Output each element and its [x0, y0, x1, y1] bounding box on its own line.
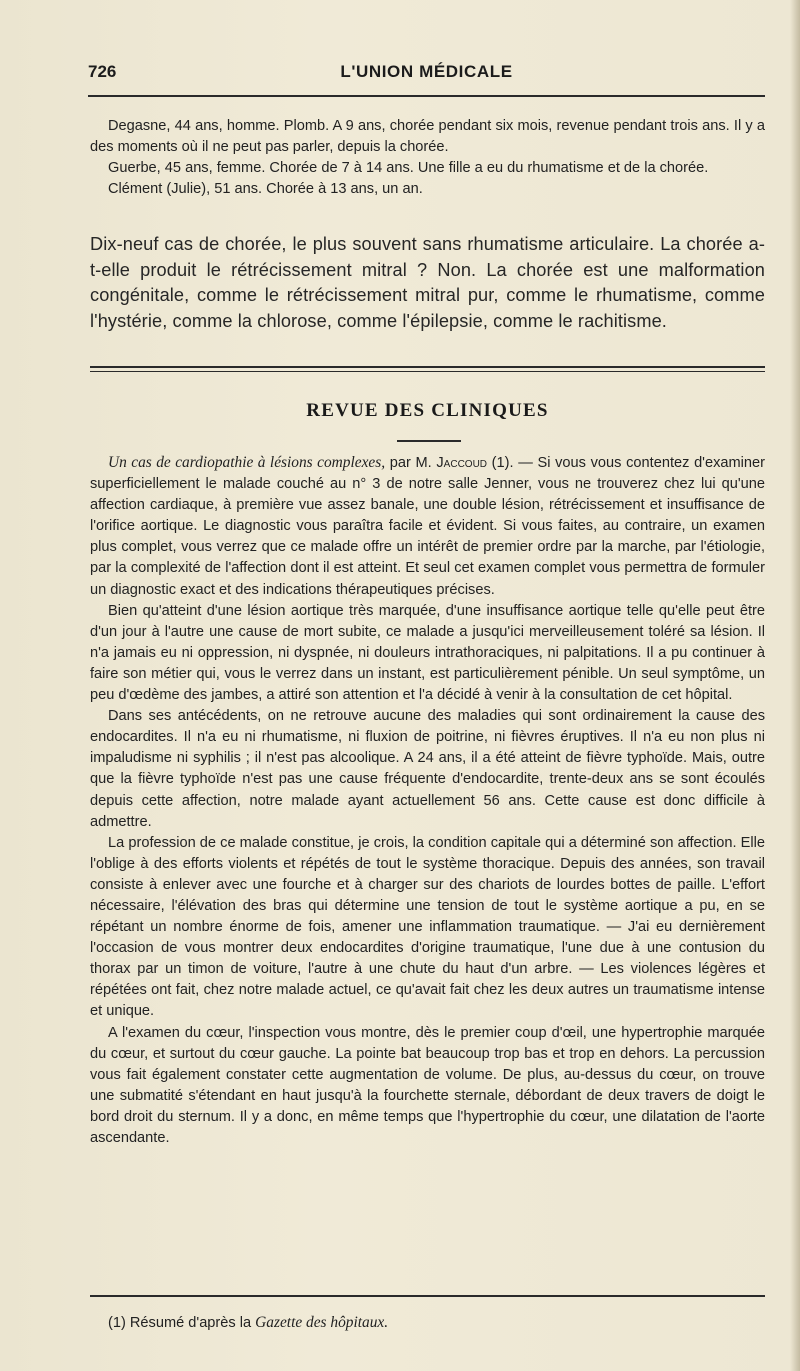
article-intro: [90, 452, 765, 601]
footnote-rule: [90, 1295, 765, 1297]
article-paragraph: A l'examen du cœur, l'inspection vous montre, dès le premier coup d'œil, une hypertrophie marquée du cœur, et surtout du cœur gauche. La pointe bat beaucoup trop bas et trop en dehors. La percussion vous fait également constater cette augmentation de volume. De plus, au-dessus du cœur, on trouve une submatité s'étendant en haut jusqu'à la fourchette sternale, débordant de deux travers de doigt le bord droit du sternum. Il y a donc, en même temps que l'hypertrophie du cœur, une dilatation de l'aorte ascendante.: [90, 1024, 765, 1146]
intro-text: Si vous vous contentez d'examiner superficiellement le malade couché au n° 3 de notre salle Jenner, vous ne trouverez chez lui qu'une affection cardiaque, à première vue assez banale, une double lésion, rétrécissement et insuffisance de l'orifice aortique. Le diagnostic vous paraîtra facile et évident. Si vous faites, au contraire, un examen plus complet, vous verrez que ce malade offre un intérêt de premier ordre par la marche, par l'étiologie, par la complexité de l'affection dont il est atteint. Et seul cet examen complet vous permettra de formuler un diagnostic exact et des indications thérapeutiques précises.: [90, 455, 765, 598]
case-entry: Guerbe, 45 ans, femme. Chorée de 7 à 14 ans. Une fille a eu du rhumatisme et de la chorée.: [108, 160, 709, 176]
conclusion-block: [90, 232, 765, 334]
footnote-marker: (1) Résumé d'après la: [108, 1315, 256, 1331]
conclusion-text: Dix-neuf cas de chorée, le plus souvent sans rhumatisme articulaire. La chorée a-t-elle produit le rétrécissement mitral ? Non. La chorée est une malformation congénitale, comme le rétrécissement mitral pur, comme le rhumatisme, comme l'hystérie, comme la chlorose, comme l'épilepsie, comme le rachitisme.: [90, 234, 765, 331]
article-paragraph: Bien qu'atteint d'une lésion aortique très marquée, d'une insuffisance aortique telle qu'elle peut être d'un jour à l'autre une cause de mort subite, ce malade a jusqu'ici merveilleusement toléré sa lésion. Il n'a jamais eu ni oppression, ni dyspnée, ni douleurs intrathoraciques, ni palpitations. Il a pu continuer à faire son métier qui, vous le verrez dans un instant, est particulièrement pénible. Un seul symptôme, un peu d'œdème des jambes, a attiré son attention et l'a décidé à venir à la consultation de cet hôpital.: [90, 602, 765, 704]
article-title: Un cas de cardiopathie à lésions complexes,: [108, 454, 386, 471]
page-number: 726: [88, 62, 117, 81]
article-paragraph: Dans ses antécédents, on ne retrouve aucune des maladies qui sont ordinairement la cause des endocardites. Il n'a eu ni rhumatisme, ni fluxion de poitrine, ni fièvres éruptives. Il n'a eu non plus ni impaludisme ni syphilis ; il n'est pas alcoolique. A 24 ans, il a été atteint de fièvre typhoïde. Mais, outre que la fièvre typhoïde n'est pas une cause fréquente d'endocardite, trente-deux ans se sont écoulés depuis cette affection, notre malade ayant actuellement 56 ans. Cette cause est donc difficile à admettre.: [90, 708, 765, 830]
article-author: Jaccoud: [436, 455, 488, 471]
page-header: [88, 62, 765, 86]
header-rule: [88, 95, 765, 97]
case-entry: Degasne, 44 ans, homme. Plomb. A 9 ans, chorée pendant six mois, revenue pendant trois ans. Il y a des moments où il ne peut pas parler, depuis la chorée.: [90, 118, 765, 155]
section-title: REVUE DES CLINIQUES: [306, 400, 549, 421]
footnote: [108, 1314, 765, 1332]
footnote-source: Gazette des hôpitaux.: [255, 1314, 389, 1331]
article-body: [90, 452, 765, 1149]
page-edge-shadow: [790, 0, 800, 1371]
case-list: [90, 116, 765, 200]
article-paragraph: La profession de ce malade constitue, je crois, la condition capitale qui a déterminé son affection. Elle l'oblige à des efforts violents et répétés de tout le système thoracique. Depuis des années, son travail consiste à enlever avec une fourche et à charger sur des chariots de lourdes bottes de paille. L'effort nécessaire, l'élévation des bras qui détermine une tension de tout le système aortique a pu, en se répétant un nombre énorme de fois, amener une inflammation traumatique. — J'ai eu dernièrement l'occasion de vous montrer deux endocardites d'origine traumatique, l'une due à une contusion du thorax par un timon de voiture, l'autre à une chute du haut d'un arbre. — Les violences légères et répétées ont fait, chez notre malade actuel, ce qu'avait fait chez les deux autres un traumatisme intense et unique.: [90, 834, 765, 1020]
footnote-ref: (1). —: [487, 455, 538, 471]
article-by: par M.: [385, 455, 437, 471]
running-title: L'UNION MÉDICALE: [340, 62, 513, 81]
title-underline: [397, 440, 461, 442]
section-separator: [90, 366, 765, 372]
case-entry: Clément (Julie), 51 ans. Chorée à 13 ans, un an.: [108, 181, 423, 197]
